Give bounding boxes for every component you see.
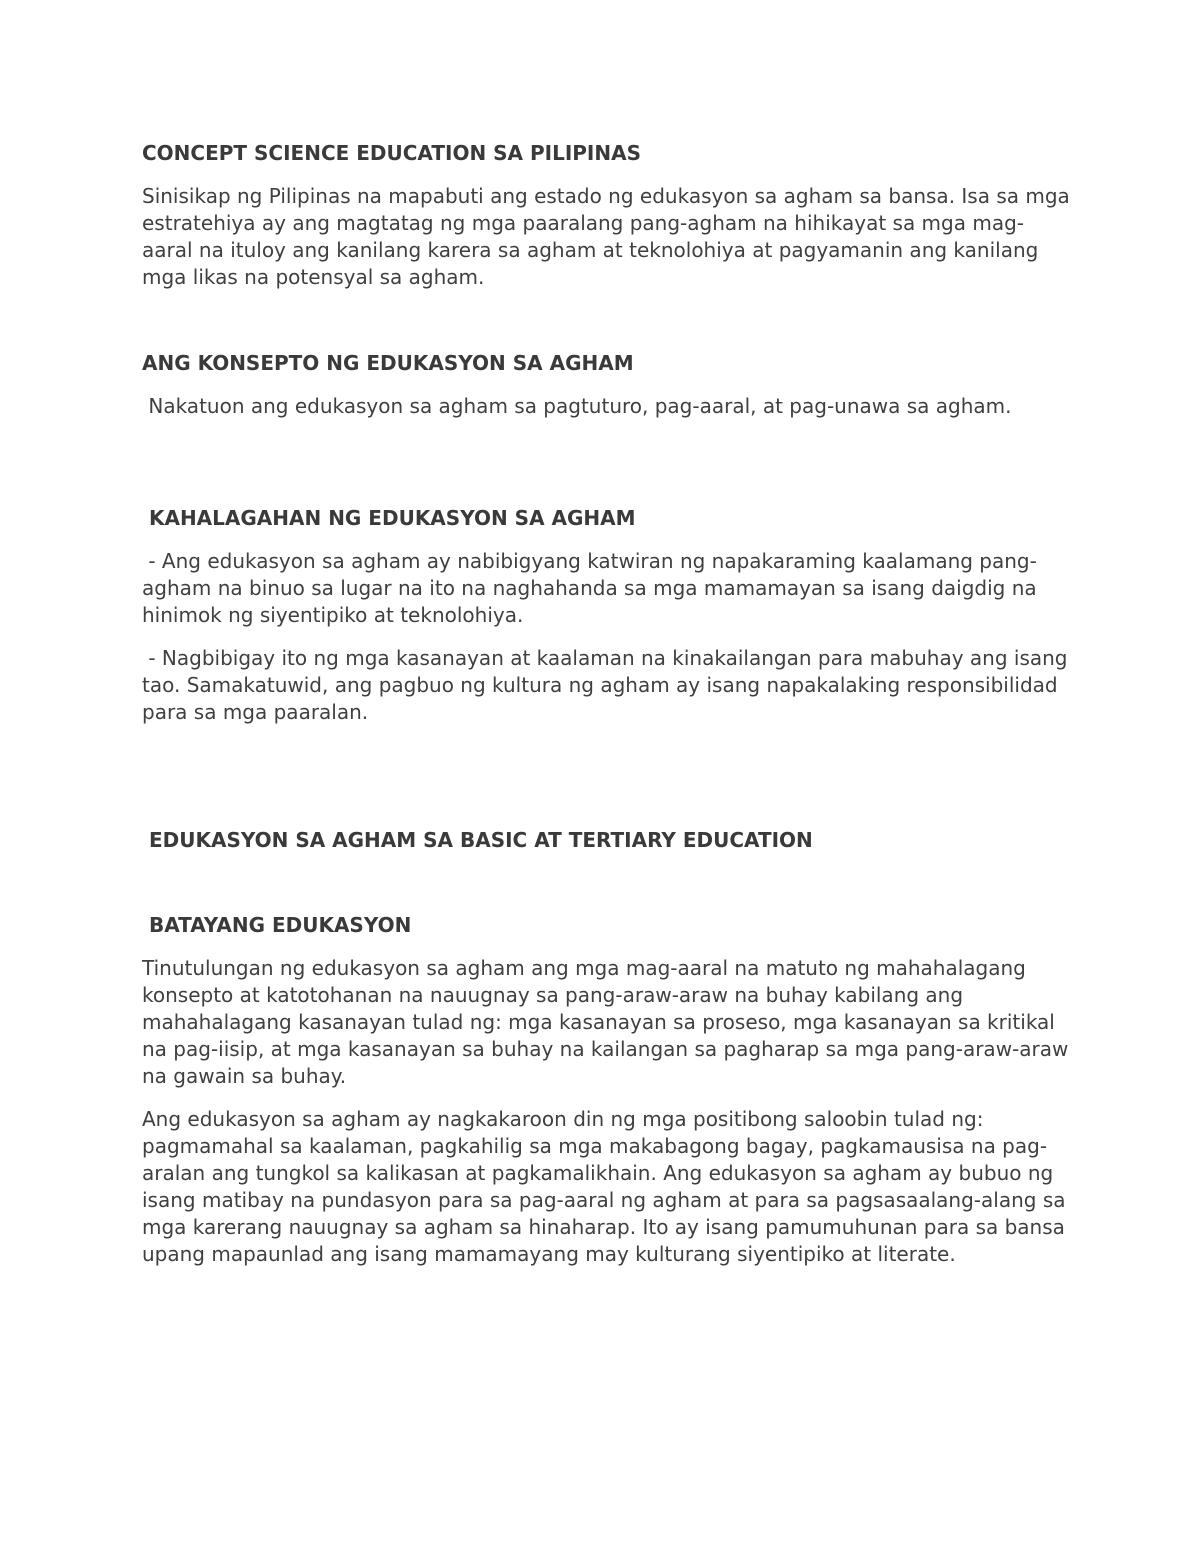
paragraph-batayang-1: Tinutulungan ng edukasyon sa agham ang mga mag-aaral na matuto ng mahahalagang konsepto at katotohanan na nauugnay sa pang-araw-araw na buhay kabilang ang mahahalagang kasanayan tulad ng: mga kasanayan sa proseso, mga kasanayan sa kritikal na pag-iisip, at mga kasanayan sa buhay na kailangan sa pagharap sa mga pang-araw-araw na gawain sa buhay.: [142, 956, 1075, 1088]
paragraph-konsepto: Nakatuon ang edukasyon sa agham sa pagtuturo, pag-aaral, at pag-unawa sa agham.: [142, 394, 1012, 418]
paragraph-kahalagahan-1: - Ang edukasyon sa agham ay nabibigyang katwiran ng napakaraming kaalamang pang-agham na binuo sa lugar na ito na naghahanda sa mga mamamayan sa isang daigdig na hinimok ng siyentipiko at teknolohiya.: [142, 549, 1044, 627]
paragraph-batayang-2: Ang edukasyon sa agham ay nagkakaroon din ng mga positibong saloobin tulad ng: pagmamahal sa kaalaman, pagkahilig sa mga makabagong bagay, pagkamausisa na pag-aralan ang tungkol sa kalikasan at pagkamalikhain. Ang edukasyon sa agham ay bubuo ng isang matibay na pundasyon para sa pag-aaral ng agham at para sa pagsasaalang-alang sa mga karerang nauugnay sa agham sa hinaharap. Ito ay isang pamumuhunan para sa bansa upang mapaunlad ang isang mamamayang may kulturang siyentipiko at literate.: [142, 1107, 1072, 1266]
paragraph-kahalagahan-2: - Nagbibigay ito ng mga kasanayan at kaalaman na kinakailangan para mabuhay ang isang tao. Samakatuwid, ang pagbuo ng kultura ng agham ay isang napakalaking responsibilidad para sa mga paaralan.: [142, 646, 1074, 724]
heading-batayang-edukasyon: BATAYANG EDUKASYON: [142, 913, 412, 937]
heading-ang-konsepto: ANG KONSEPTO NG EDUKASYON SA AGHAM: [142, 351, 634, 375]
heading-concept-science-education: CONCEPT SCIENCE EDUCATION SA PILIPINAS: [142, 141, 641, 165]
heading-kahalagahan: KAHALAGAHAN NG EDUKASYON SA AGHAM: [142, 506, 636, 530]
paragraph-concept: Sinisikap ng Pilipinas na mapabuti ang estado ng edukasyon sa agham sa bansa. Isa sa mga estratehiya ay ang magtatag ng mga paaralang pang-agham na hihikayat sa mga mag-aaral na ituloy ang kanilang karera sa agham at teknolohiya at pagyamanin ang kanilang mga likas na potensyal sa agham.: [142, 184, 1077, 289]
heading-basic-tertiary-education: EDUKASYON SA AGHAM SA BASIC AT TERTIARY EDUCATION: [142, 828, 813, 852]
